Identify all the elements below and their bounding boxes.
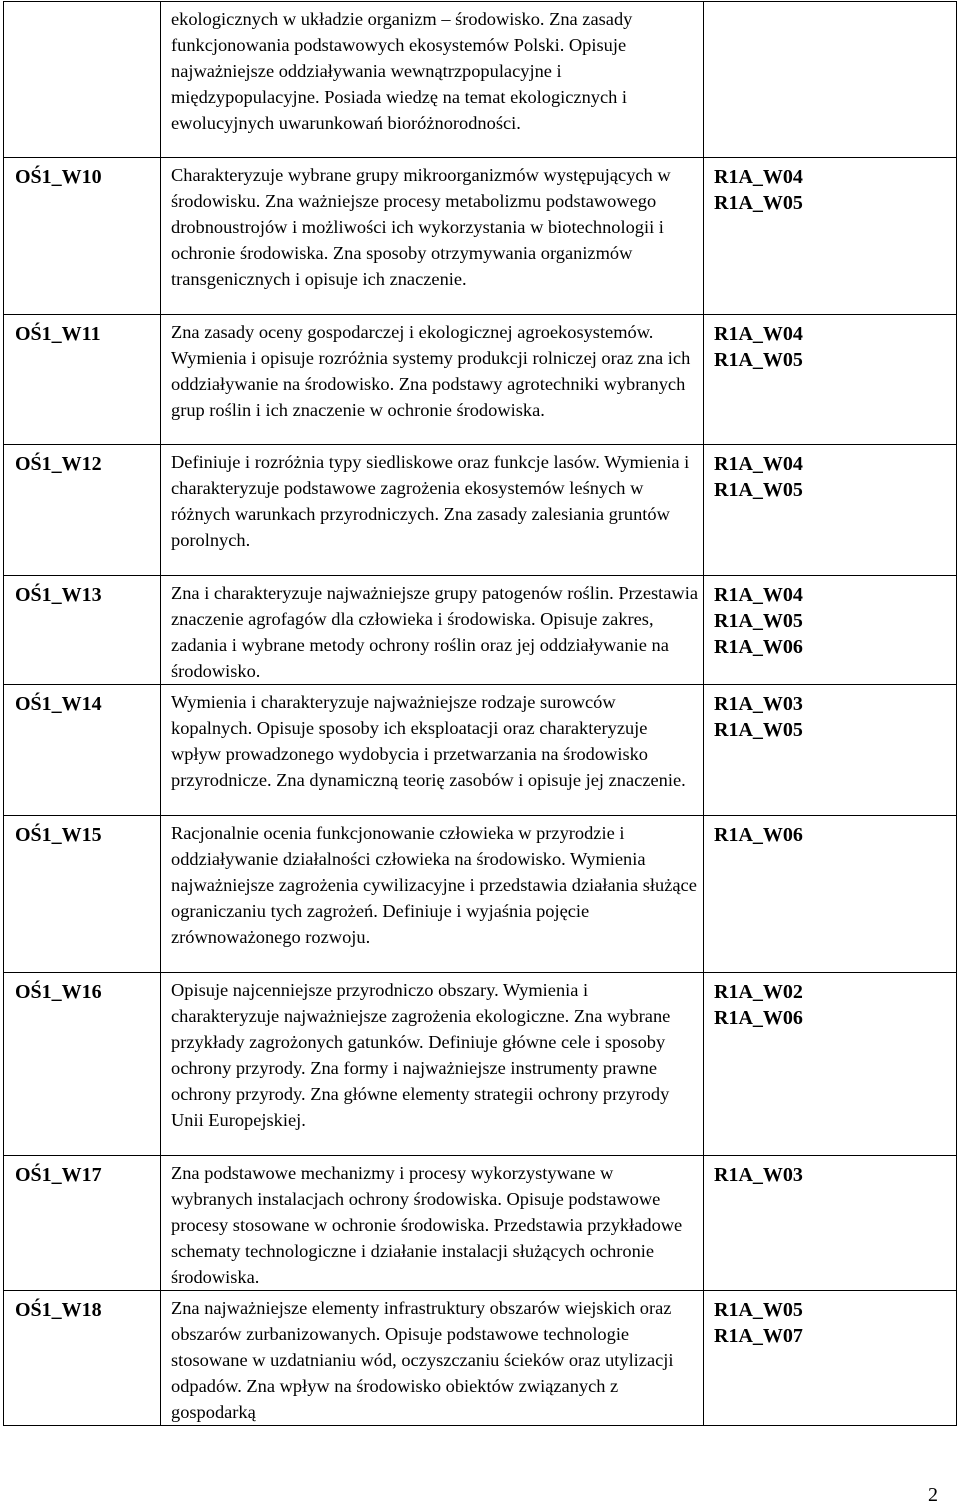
reference-code: R1A_W06 <box>714 636 803 658</box>
table-row <box>4 973 957 1156</box>
outcome-description: Opisuje najcenniejsze przyrodniczo obszary. Wymienia i charakteryzuje najważniejsze zagrożenia ekologiczne. Zna wybrane przykłady zagrożonych gatunków. Definiuje główne cele i sposoby ochrony przyrody. Zna formy i najważniejsze instrumenty prawne ochrony przyrody. Zna główne elementy strategii ochrony przyrody Unii Europejskiej. <box>161 973 704 1156</box>
outcome-references <box>704 1291 957 1426</box>
outcome-references <box>704 158 957 315</box>
reference-code: R1A_W07 <box>714 1325 803 1347</box>
table-row <box>4 315 957 445</box>
reference-code: R1A_W05 <box>714 610 803 632</box>
outcome-description: Zna i charakteryzuje najważniejsze grupy patogenów roślin. Przestawia znaczenie agrofagów dla człowieka i środowiska. Opisuje zakres, zadania i wybrane metody ochrony roślin oraz jej oddziaływanie na środowisko. <box>161 576 704 685</box>
table-row <box>4 685 957 816</box>
outcome-code: OŚ1_W16 <box>4 973 161 1156</box>
outcome-references <box>704 315 957 445</box>
reference-code: R1A_W06 <box>714 1007 803 1029</box>
reference-code: R1A_W05 <box>714 349 803 371</box>
table-row <box>4 816 957 973</box>
reference-code: R1A_W05 <box>714 479 803 501</box>
outcome-code: OŚ1_W11 <box>4 315 161 445</box>
table-row <box>4 158 957 315</box>
reference-code: R1A_W04 <box>714 323 803 345</box>
learning-outcomes-table <box>3 1 957 1426</box>
outcome-code: OŚ1_W15 <box>4 816 161 973</box>
page-number: 2 <box>928 1484 938 1506</box>
outcome-description: Zna podstawowe mechanizmy i procesy wykorzystywane w wybranych instalacjach ochrony środowiska. Opisuje podstawowe procesy stosowane w ochronie środowiska. Przedstawia przykładowe schematy technologiczne i działanie instalacji służących ochronie środowiska. <box>161 1156 704 1291</box>
reference-code: R1A_W06 <box>714 824 803 846</box>
outcome-code: OŚ1_W17 <box>4 1156 161 1291</box>
outcome-description: Wymienia i charakteryzuje najważniejsze rodzaje surowców kopalnych. Opisuje sposoby ich eksploatacji oraz charakteryzuje wpływ prowadzonego wydobycia i przetwarzania na środowisko przyrodnicze. Zna dynamiczną teorię zasobów i opisuje jej znaczenie. <box>161 685 704 816</box>
outcome-code <box>4 2 161 158</box>
reference-code: R1A_W02 <box>714 981 803 1003</box>
reference-code: R1A_W03 <box>714 1164 803 1186</box>
outcome-code: OŚ1_W13 <box>4 576 161 685</box>
reference-code: R1A_W05 <box>714 192 803 214</box>
reference-code: R1A_W03 <box>714 693 803 715</box>
reference-code: R1A_W05 <box>714 1299 803 1321</box>
outcome-references <box>704 576 957 685</box>
outcome-code: OŚ1_W10 <box>4 158 161 315</box>
outcome-references <box>704 816 957 973</box>
outcome-description: ekologicznych w układzie organizm – środowisko. Zna zasady funkcjonowania podstawowych ekosystemów Polski. Opisuje najważniejsze oddziaływania wewnątrzpopulacyjne i międzypopulacyjne. Posiada wiedzę na temat ekologicznych i ewolucyjnych uwarunkowań bioróżnorodności. <box>161 2 704 158</box>
outcome-description: Zna zasady oceny gospodarczej i ekologicznej agroekosystemów. Wymienia i opisuje rozróżnia systemy produkcji rolniczej oraz zna ich oddziaływanie na środowisko. Zna podstawy agrotechniki wybranych grup roślin i ich znaczenie w ochronie środowiska. <box>161 315 704 445</box>
outcome-description: Definiuje i rozróżnia typy siedliskowe oraz funkcje lasów. Wymienia i charakteryzuje podstawowe zagrożenia ekosystemów leśnych w różnych warunkach przyrodniczych. Zna zasady zalesiania gruntów porolnych. <box>161 445 704 576</box>
outcome-description: Charakteryzuje wybrane grupy mikroorganizmów występujących w środowisku. Zna ważniejsze procesy metabolizmu podstawowego drobnoustrojów i możliwości ich wykorzystania w biotechnologii i ochronie środowiska. Zna sposoby otrzymywania organizmów transgenicznych i opisuje ich znaczenie. <box>161 158 704 315</box>
reference-code: R1A_W05 <box>714 719 803 741</box>
outcome-references <box>704 2 957 158</box>
outcome-code: OŚ1_W18 <box>4 1291 161 1426</box>
reference-code: R1A_W04 <box>714 584 803 606</box>
table-row <box>4 1291 957 1426</box>
outcome-code: OŚ1_W12 <box>4 445 161 576</box>
outcome-references <box>704 973 957 1156</box>
outcome-references <box>704 445 957 576</box>
outcome-references <box>704 1156 957 1291</box>
outcome-references <box>704 685 957 816</box>
table-row <box>4 445 957 576</box>
outcome-code: OŚ1_W14 <box>4 685 161 816</box>
reference-code: R1A_W04 <box>714 166 803 188</box>
table-row <box>4 576 957 685</box>
outcome-description: Zna najważniejsze elementy infrastruktury obszarów wiejskich oraz obszarów zurbanizowanych. Opisuje podstawowe technologie stosowane w uzdatnianiu wód, oczyszczaniu ścieków oraz utylizacji odpadów. Zna wpływ na środowisko obiektów związanych z gospodarką <box>161 1291 704 1426</box>
reference-code: R1A_W04 <box>714 453 803 475</box>
table-row <box>4 2 957 158</box>
outcome-description: Racjonalnie ocenia funkcjonowanie człowieka w przyrodzie i oddziaływanie działalności człowieka na środowisko. Wymienia najważniejsze zagrożenia cywilizacyjne i przedstawia działania służące ograniczaniu tych zagrożeń. Definiuje i wyjaśnia pojęcie zrównoważonego rozwoju. <box>161 816 704 973</box>
table-row <box>4 1156 957 1291</box>
